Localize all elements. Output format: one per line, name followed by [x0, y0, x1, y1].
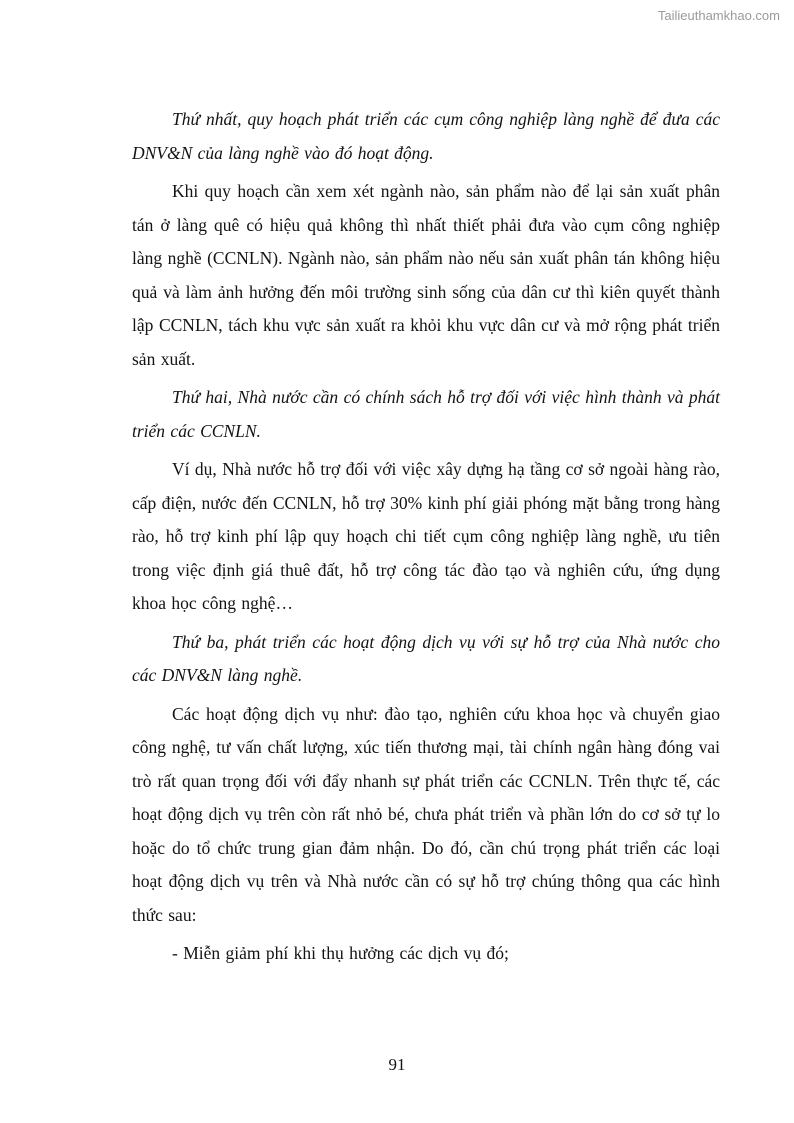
document-body	[132, 103, 720, 976]
paragraph-thu-ba: Thứ ba, phát triển các hoạt động dịch vụ với sự hỗ trợ của Nhà nước cho các DNV&N làng nghề.	[132, 631, 720, 685]
paragraph-thu-hai: Thứ hai, Nhà nước cần có chính sách hỗ trợ đối với việc hình thành và phát triển các CCNLN.	[132, 387, 720, 441]
watermark: Tailieuthamkhao.com	[657, 8, 780, 23]
paragraph-vi-du: Ví dụ, Nhà nước hỗ trợ đối với việc xây dựng hạ tầng cơ sở ngoài hàng rào, cấp điện, nước đến CCNLN, hỗ trợ 30% kinh phí giải phóng mặt bằng trong hàng rào, hỗ trợ kinh phí lập quy hoạch chi tiết cụm công nghiệp làng nghề, ưu tiên trong việc định giá thuê đất, hỗ trợ công tác đào tạo và nghiên cứu, ứng dụng khoa học công nghệ…	[132, 459, 720, 613]
paragraph-thu-nhat: Thứ nhất, quy hoạch phát triển các cụm công nghiệp làng nghề để đưa các DNV&N của làng nghề vào đó hoạt động.	[132, 109, 720, 163]
page-number: 91	[388, 1055, 406, 1074]
paragraph-mien-giam: - Miễn giảm phí khi thụ hưởng các dịch vụ đó;	[172, 943, 509, 963]
paragraph-quy-hoach: Khi quy hoạch cần xem xét ngành nào, sản phẩm nào để lại sản xuất phân tán ở làng quê có hiệu quả không thì nhất thiết phải đưa vào cụm công nghiệp làng nghề (CCNLN). Ngành nào, sản phẩm nào nếu sản xuất phân tán không hiệu quả và làm ảnh hưởng đến môi trường sinh sống của dân cư thì kiên quyết thành lập CCNLN, tách khu vực sản xuất ra khỏi khu vực dân cư và mở rộng phát triển sản xuất.	[132, 181, 720, 369]
paragraph-dich-vu: Các hoạt động dịch vụ như: đào tạo, nghiên cứu khoa học và chuyển giao công nghệ, tư vấn chất lượng, xúc tiến thương mại, tài chính ngân hàng đóng vai trò rất quan trọng đối với đẩy nhanh sự phát triển các CCNLN. Trên thực tế, các hoạt động dịch vụ trên còn rất nhỏ bé, chưa phát triển và phần lớn do cơ sở tự lo hoặc do tổ chức trung gian đảm nhận. Do đó, cần chú trọng phát triển các loại hoạt động dịch vụ trên và Nhà nước cần có sự hỗ trợ chúng thông qua các hình thức sau:	[132, 703, 720, 925]
